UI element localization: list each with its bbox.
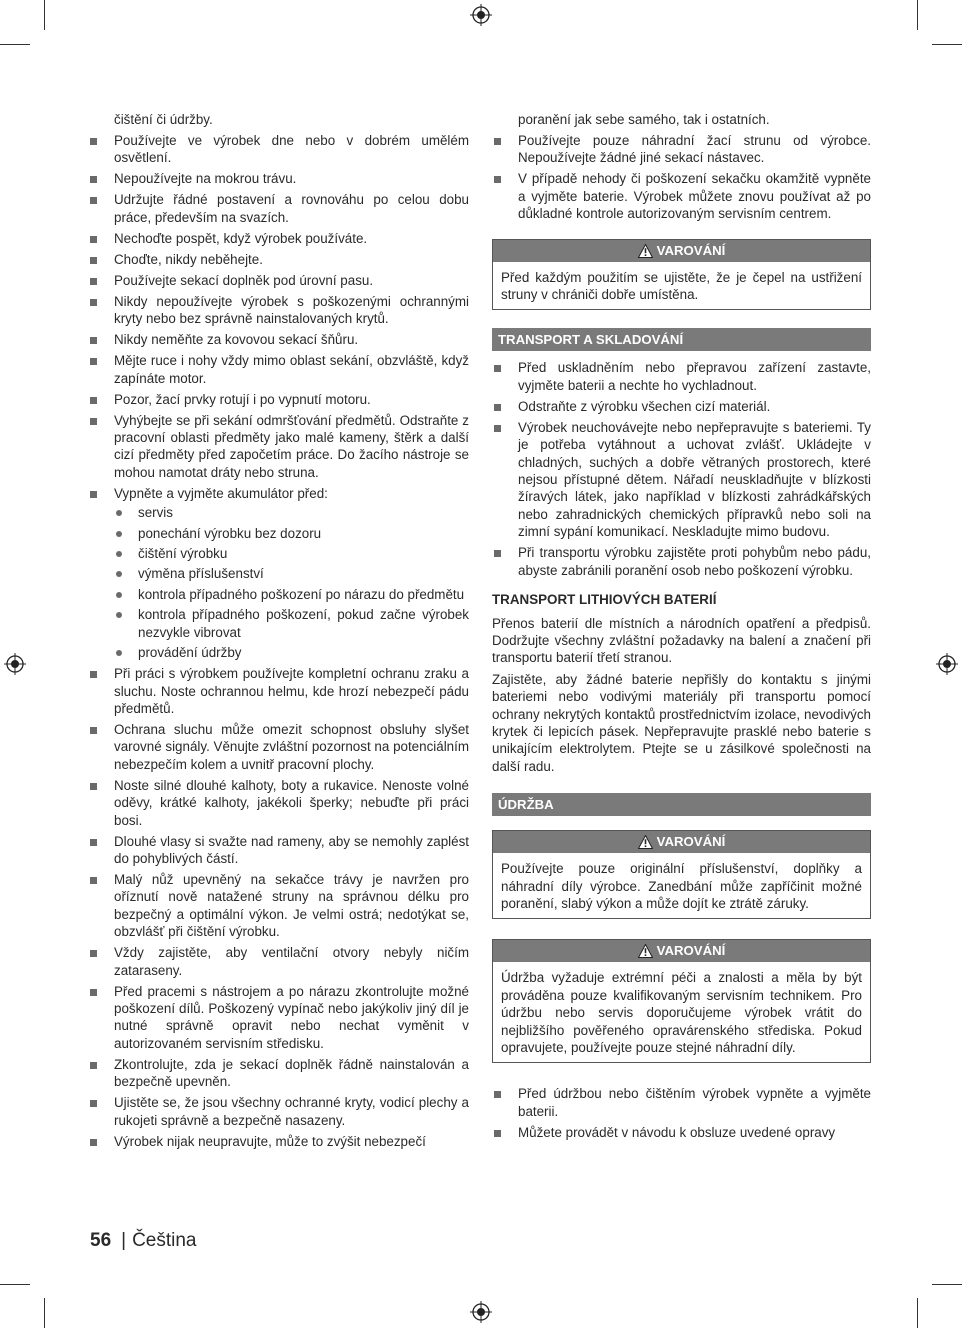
sublist-item: čištění výrobku xyxy=(114,545,469,562)
section-header-transport: TRANSPORT A SKLADOVÁNÍ xyxy=(492,328,871,351)
transport-list xyxy=(492,359,871,579)
warning-title: VAROVÁNÍ xyxy=(656,943,726,959)
crop-mark xyxy=(0,1284,30,1285)
footer-separator: | xyxy=(121,1230,127,1251)
maintenance-list xyxy=(492,1085,871,1141)
warning-title: VAROVÁNÍ xyxy=(656,834,726,850)
paragraph: Zajistěte, aby žádné baterie nepřišly do kontaktu s jinými bateriemi nebo vodivými materiály při transportu pomocí ochrany nekrytých kontaktů prostřednictvím izolace, nevodivých krytek či lepicích pásek. Nepřepravujte prasklé nebo baterie s unikajícím elektrolytem. Ptejte se u zásilkové společnosti na další radu. xyxy=(492,671,871,774)
list-item: Před pracemi s nástrojem a po nárazu zkontrolujte možné poškození dílů. Poškozený vypínač nebo jakýkoliv jiný díl je nutné správně opravit nebo nechat vyměnit v autorizovaném servisním středisku. xyxy=(88,983,469,1053)
crop-mark xyxy=(0,44,30,45)
warning-header xyxy=(493,831,870,853)
list-item: Nepoužívejte na mokrou trávu. xyxy=(88,170,469,187)
list-item: Odstraňte z výrobku všechen cizí materiál. xyxy=(492,398,871,415)
list-item: Při práci s výrobkem používejte kompletní ochranu zraku a sluchu. Noste ochrannou helmu, kde hrozí nebezpečí pádu předmětů. xyxy=(88,665,469,717)
list-item: Zkontrolujte, zda je sekací doplněk řádně nainstalován a bezpečně upevněn. xyxy=(88,1056,469,1091)
list-item: Před uskladněním nebo přepravou zařízení zastavte, vyjměte baterii a nechte ho vychladnout. xyxy=(492,359,871,394)
warning-box xyxy=(492,830,871,919)
page-number: 56 xyxy=(90,1230,112,1251)
list-item: Ochrana sluchu může omezit schopnost obsluhy slyšet varovné signály. Věnujte zvláštní pozornost na potenciálním nebezpečím kolem a uvnitř pracovní plochy. xyxy=(88,721,469,773)
warning-triangle-icon xyxy=(638,835,653,849)
list-item: Před údržbou nebo čištěním výrobek vypněte a vyjměte baterii. xyxy=(492,1085,871,1120)
list-item: Výrobek nijak neupravujte, může to zvýšit nebezpečí xyxy=(88,1133,469,1150)
list-item: Nikdy neměňte za kovovou sekací šňůru. xyxy=(88,331,469,348)
list-item: Pozor, žací prvky rotují i po vypnutí motoru. xyxy=(88,391,469,408)
list-item: Udržujte řádné postavení a rovnováhu po celou dobu práce, především na svazích. xyxy=(88,191,469,226)
sublist-item: servis xyxy=(114,504,469,521)
sublist-item: výměna příslušenství xyxy=(114,565,469,582)
registration-mark-icon xyxy=(4,653,26,675)
list-item: Používejte pouze náhradní žací strunu od výrobce. Nepoužívejte žádné jiné sekací nástavec. xyxy=(492,132,871,167)
safety-list xyxy=(88,132,469,1150)
left-column xyxy=(88,111,469,1154)
safety-list xyxy=(492,132,871,223)
battery-sublist xyxy=(114,504,469,661)
warning-triangle-icon xyxy=(638,244,653,258)
list-item: Dlouhé vlasy si svažte nad rameny, aby se nemohly zaplést do pohyblivých částí. xyxy=(88,833,469,868)
crop-mark xyxy=(917,0,918,30)
section-header-maintenance: ÚDRŽBA xyxy=(492,793,871,816)
warning-box xyxy=(492,239,871,311)
warning-text: Před každým použitím se ujistěte, že je čepel na ustřižení struny v chrániči dobře umístěna. xyxy=(501,269,862,303)
registration-mark-icon xyxy=(936,653,958,675)
list-item: Vyhýbejte se při sekání odmršťování předmětů. Odstraňte z pracovní oblasti předměty jako malé kameny, štěrk a další cizí předměty před započetím práce. Do žacího nástroje se mohou namotat dráty nebo struna. xyxy=(88,412,469,482)
page-footer xyxy=(90,1230,197,1252)
list-item: Noste silné dlouhé kalhoty, boty a rukavice. Nenoste volné oděvy, krátké kalhoty, jakékoli šperky; nebuďte při práci bosi. xyxy=(88,777,469,829)
sublist-item: provádění údržby xyxy=(114,644,469,661)
list-item: Výrobek neuchovávejte nebo nepřepravujte s bateriemi. Ty je potřeba vytáhnout a uchovat zvlášť. Ukládejte v chladných, suchých a dobře větraných prostorech, které nejsou přístupné dětem. Nářadí neuskladňujte v blízkosti žíravých látek, jako například v blízkosti zahrádkářských nebo zahradnických chemických přípravků nebo soli na zimní sypání komunikací. Neskladujte mimo budovu. xyxy=(492,419,871,541)
list-item-battery xyxy=(88,485,469,662)
footer-language: Čeština xyxy=(132,1230,197,1251)
crop-mark xyxy=(917,1298,918,1328)
warning-title: VAROVÁNÍ xyxy=(656,242,726,258)
list-item: Při transportu výrobku zajistěte proti pohybům nebo pádu, abyste zabránili poranění osob nebo poškození výrobku. xyxy=(492,544,871,579)
crop-mark xyxy=(44,1298,45,1328)
paragraph: Přenos baterií dle místních a národních opatření a předpisů. Dodržujte všechny zvláštní požadavky na balení a značení při transportu baterií třetí stranou. xyxy=(492,615,871,666)
continued-text: čištění či údržby. xyxy=(114,112,213,127)
sublist-item: ponechání výrobku bez dozoru xyxy=(114,525,469,542)
list-item: Vždy zajistěte, aby ventilační otvory nebyly ničím zataraseny. xyxy=(88,944,469,979)
list-item: V případě nehody či poškození sekačku okamžitě vypněte a vyjměte baterie. Výrobek můžete znovu používat až po důkladné kontrole autorizovaným servisním centrem. xyxy=(492,170,871,222)
warning-header xyxy=(493,940,870,962)
sublist-item: kontrola případného poškození po nárazu do předmětu xyxy=(114,586,469,603)
list-item: Choďte, nikdy neběhejte. xyxy=(88,251,469,268)
crop-mark xyxy=(932,1284,962,1285)
warning-text: Údržba vyžaduje extrémní péči a znalosti a měla by být prováděna pouze kvalifikovaným servisním technikem. Pro údržbu nebo servis doporučujeme výrobek vrátit do nejbližšího pověřeného opravárenského střediska. Pokud opravujete, používejte pouze stejné náhradní díly. xyxy=(501,970,862,1055)
list-item: Malý nůž upevněný na sekačce trávy je navržen pro oříznutí nově natažené struny na správnou délku pro bezpečný a optimální výkon. Je velmi ostrá; nedotýkat se, obzvlášť při čištění výrobku. xyxy=(88,871,469,941)
warning-triangle-icon xyxy=(638,944,653,958)
list-item: Používejte sekací doplněk pod úrovní pasu. xyxy=(88,272,469,289)
list-item: Ujistěte se, že jsou všechny ochranné kryty, vodicí plechy a rukojeti správně a bezpečně nasazeny. xyxy=(88,1094,469,1129)
crop-mark xyxy=(44,0,45,30)
subheading-lithium: TRANSPORT LITHIOVÝCH BATERIÍ xyxy=(492,592,717,608)
list-item: Nikdy nepoužívejte výrobek s poškozenými ochrannými kryty nebo bez správně nainstalovaných krytů. xyxy=(88,293,469,328)
right-column xyxy=(492,111,871,1145)
crop-mark xyxy=(932,44,962,45)
warning-text: Používejte pouze originální příslušenství, doplňky a náhradní díly výrobce. Zanedbání může zapříčinit možné poranění, slabý výkon a může dojít ke ztrátě záruky. xyxy=(501,861,862,911)
registration-mark-icon xyxy=(470,1301,492,1323)
list-item: Můžete provádět v návodu k obsluze uvedené opravy xyxy=(492,1124,871,1141)
sublist-item: kontrola případného poškození, pokud začne výrobek nezvykle vibrovat xyxy=(114,606,469,641)
warning-box xyxy=(492,939,871,1063)
continued-text: poranění jak sebe samého, tak i ostatních. xyxy=(518,112,770,127)
list-item-text: Vypněte a vyjměte akumulátor před: xyxy=(114,485,328,501)
list-item: Mějte ruce i nohy vždy mimo oblast sekání, obzvláště, když zapínáte motor. xyxy=(88,352,469,387)
registration-mark-icon xyxy=(470,4,492,26)
list-item: Nechoďte pospět, když výrobek používáte. xyxy=(88,230,469,247)
warning-header xyxy=(493,240,870,262)
list-item: Používejte ve výrobek dne nebo v dobrém umělém osvětlení. xyxy=(88,132,469,167)
